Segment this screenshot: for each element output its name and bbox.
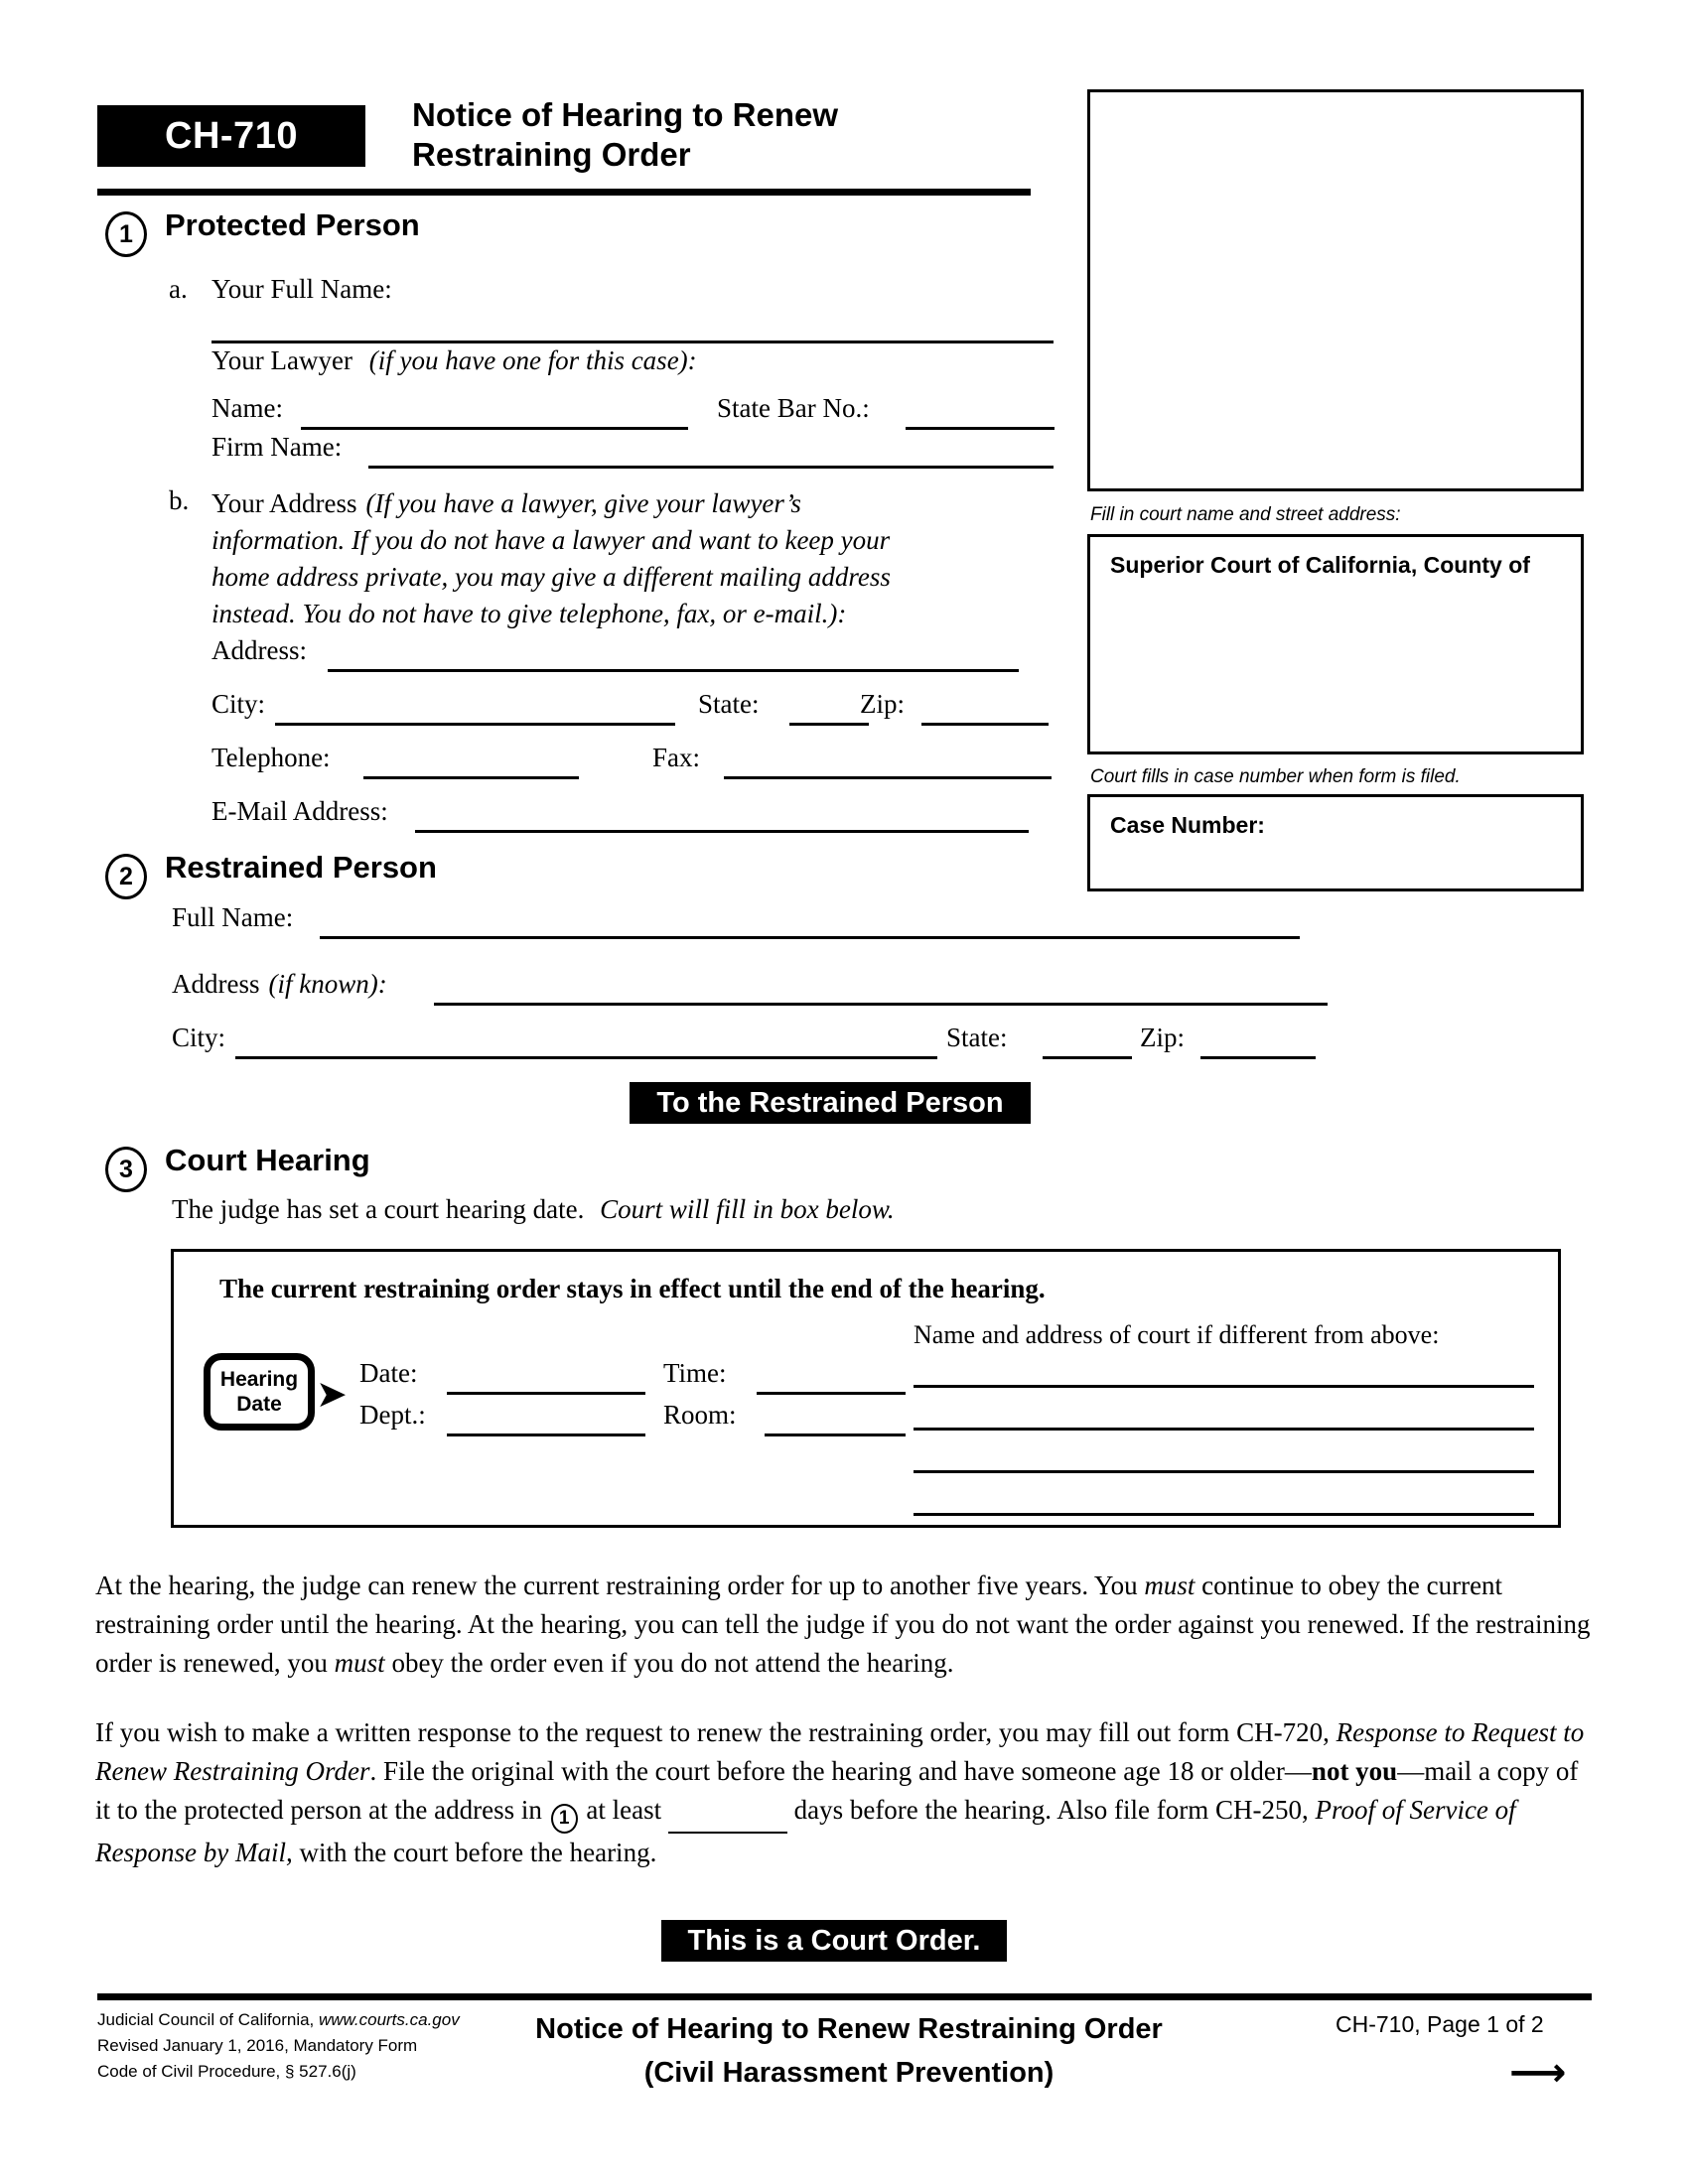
banner-to-restrained-person-text: To the Restrained Person	[656, 1086, 1004, 1119]
para2-part2: . File the original with the court before the hearing and have someone age 18 or older—	[369, 1756, 1312, 1786]
hearing-time-input[interactable]	[757, 1392, 906, 1395]
address-label: Address:	[211, 635, 307, 665]
right-arrow-icon: ➤	[316, 1372, 348, 1416]
para2-part3: —mail a copy of it to the protected person at the address in	[95, 1756, 1579, 1825]
paragraph-written-response	[95, 1713, 1595, 1872]
footer-divider	[97, 1993, 1592, 2000]
hearing-date-input[interactable]	[447, 1392, 645, 1395]
para1-italic1: must	[1144, 1570, 1196, 1600]
your-full-name-input[interactable]	[211, 341, 1054, 343]
zip-label: Zip:	[860, 689, 905, 719]
your-full-name-label: Your Full Name:	[211, 274, 392, 304]
section-1-reference-icon: 1	[551, 1804, 578, 1834]
restrained-full-name-label: Full Name:	[172, 902, 294, 932]
hearing-room-input[interactable]	[765, 1433, 906, 1436]
hearing-date-stamp-line2: Date	[236, 1393, 282, 1416]
restrained-state-input[interactable]	[1043, 1056, 1132, 1059]
zip-input[interactable]	[921, 723, 1049, 726]
lawyer-label: Your Lawyer	[211, 345, 352, 375]
telephone-input[interactable]	[363, 776, 579, 779]
section-1-title: Protected Person	[165, 207, 420, 242]
para1-part3: obey the order even if you do not attend the hearing.	[384, 1648, 954, 1678]
restrained-city-input[interactable]	[235, 1056, 937, 1059]
your-address-note-line4: instead. You do not have to give telephone, fax, or e-mail.):	[211, 599, 847, 628]
restrained-zip-label: Zip:	[1140, 1023, 1185, 1052]
your-address-label: Your Address	[211, 488, 357, 518]
para2-bold1: not you	[1311, 1756, 1398, 1786]
section-2-number: 2	[105, 854, 147, 899]
court-address-line-1[interactable]	[914, 1385, 1534, 1388]
state-input[interactable]	[789, 723, 869, 726]
hearing-dept-label: Dept.:	[359, 1400, 426, 1430]
hearing-date-stamp	[204, 1353, 315, 1431]
state-bar-input[interactable]	[906, 427, 1055, 430]
para2-part1: If you wish to make a written response to the request to renew the restraining order, you may fill out form CH-720,	[95, 1717, 1336, 1747]
firm-name-label: Firm Name:	[211, 432, 343, 462]
city-label: City:	[211, 689, 266, 719]
form-title-line2: Restraining Order	[412, 136, 691, 173]
restrained-city-label: City:	[172, 1023, 226, 1052]
page-title	[412, 95, 1048, 175]
case-number-label: Case Number:	[1110, 812, 1265, 838]
hearing-date-label: Date:	[359, 1358, 418, 1388]
court-address-note: Fill in court name and street address:	[1090, 504, 1401, 525]
court-name-label: Superior Court of California, County of	[1110, 552, 1530, 578]
footer-website-link[interactable]: www.courts.ca.gov	[319, 2010, 460, 2029]
footer-left-line3: Code of Civil Procedure, § 527.6(j)	[97, 2062, 356, 2081]
lawyer-name-label: Name:	[211, 393, 283, 423]
hearing-intro	[172, 1194, 895, 1225]
email-input[interactable]	[415, 830, 1029, 833]
hearing-time-label: Time:	[663, 1358, 727, 1388]
state-bar-label: State Bar No.:	[717, 393, 870, 423]
telephone-label: Telephone:	[211, 743, 331, 772]
state-label: State:	[698, 689, 760, 719]
item-b-letter: b.	[169, 485, 190, 515]
para2-part4: at least	[579, 1795, 668, 1825]
fax-label: Fax:	[652, 743, 701, 772]
footer-center-line2: (Civil Harassment Prevention)	[643, 2057, 1055, 2089]
footer-center-line1: Notice of Hearing to Renew Restraining Order	[535, 2013, 1163, 2045]
para2-italic2: Proof of Service of Response by Mail,	[95, 1795, 1516, 1867]
para2-part5: days before the hearing. Also file form CH-250,	[786, 1795, 1316, 1825]
footer-page-number: CH-710, Page 1 of 2	[1336, 2011, 1544, 2037]
days-before-hearing-input[interactable]	[668, 1803, 787, 1833]
court-address-line-2[interactable]	[914, 1428, 1534, 1431]
hearing-box-heading: The current restraining order stays in effect until the end of the hearing.	[219, 1274, 1046, 1303]
lawyer-name-input[interactable]	[301, 427, 688, 430]
restrained-address-label: Address	[172, 969, 260, 999]
header-divider	[97, 189, 1031, 196]
lawyer-note: (if you have one for this case):	[368, 345, 697, 375]
address-input[interactable]	[328, 669, 1019, 672]
fax-input[interactable]	[724, 776, 1052, 779]
restrained-zip-input[interactable]	[1200, 1056, 1316, 1059]
court-address-heading: Name and address of court if different from above:	[914, 1320, 1440, 1349]
footer-center-block	[467, 2007, 1231, 2095]
footer-judicial-council: Judicial Council of California,	[97, 2010, 319, 2029]
form-number-badge	[97, 105, 365, 167]
email-label: E-Mail Address:	[211, 796, 388, 826]
paragraph-hearing-info	[95, 1567, 1595, 1683]
city-input[interactable]	[275, 723, 675, 726]
form-number-text: CH-710	[165, 114, 298, 157]
item-a-letter: a.	[169, 274, 188, 304]
hearing-intro-text: The judge has set a court hearing date.	[172, 1194, 585, 1224]
banner-to-restrained-person	[630, 1082, 1031, 1124]
section-3-number: 3	[105, 1147, 147, 1192]
case-number-box[interactable]	[1087, 794, 1584, 891]
para2-italic1: Response to Request to Renew Restraining Order	[95, 1717, 1585, 1786]
footer-left-block	[97, 2007, 460, 2085]
section-2-title: Restrained Person	[165, 850, 437, 885]
court-address-line-3[interactable]	[914, 1470, 1534, 1473]
para2-part6: with the court before the hearing.	[292, 1837, 657, 1867]
restrained-address-input[interactable]	[434, 1003, 1328, 1006]
your-address-block	[211, 485, 996, 632]
para1-part2: continue to obey the current restraining order until the hearing. At the hearing, you can tell the judge if you do not want the order against you renewed. If the restraining order is renewed, you	[95, 1570, 1591, 1678]
case-number-note: Court fills in case number when form is filed.	[1090, 766, 1461, 787]
banner-court-order-text: This is a Court Order.	[687, 1924, 981, 1957]
hearing-date-stamp-line1: Hearing	[219, 1368, 299, 1391]
restrained-full-name-input[interactable]	[320, 936, 1300, 939]
lawyer-row	[211, 345, 697, 376]
footer-left-line2: Revised January 1, 2016, Mandatory Form	[97, 2036, 418, 2055]
your-address-note-line2: information. If you do not have a lawyer and want to keep your	[211, 525, 891, 555]
para1-part1: At the hearing, the judge can renew the current restraining order for up to another five years. You	[95, 1570, 1145, 1600]
banner-court-order	[661, 1920, 1007, 1962]
hearing-dept-input[interactable]	[447, 1433, 645, 1436]
section-3-title: Court Hearing	[165, 1143, 370, 1177]
court-address-line-4[interactable]	[914, 1513, 1534, 1516]
next-page-arrow-icon: ⟶	[1509, 2050, 1567, 2096]
clerk-stamp-box	[1087, 89, 1584, 491]
footer-left-line1	[97, 2007, 460, 2033]
your-address-note-line1: (If you have a lawyer, give your lawyer’s	[365, 488, 801, 518]
hearing-room-label: Room:	[663, 1400, 737, 1430]
section-1-number: 1	[105, 211, 147, 257]
firm-name-input[interactable]	[368, 466, 1054, 469]
restrained-address-note: (if known):	[268, 969, 387, 999]
restrained-address-row	[172, 969, 387, 1000]
your-address-note-line3: home address private, you may give a different mailing address	[211, 562, 891, 592]
para1-italic2: must	[334, 1648, 385, 1678]
form-title-line1: Notice of Hearing to Renew	[412, 96, 839, 133]
hearing-intro-italic: Court will fill in box below.	[600, 1194, 895, 1224]
restrained-state-label: State:	[946, 1023, 1008, 1052]
